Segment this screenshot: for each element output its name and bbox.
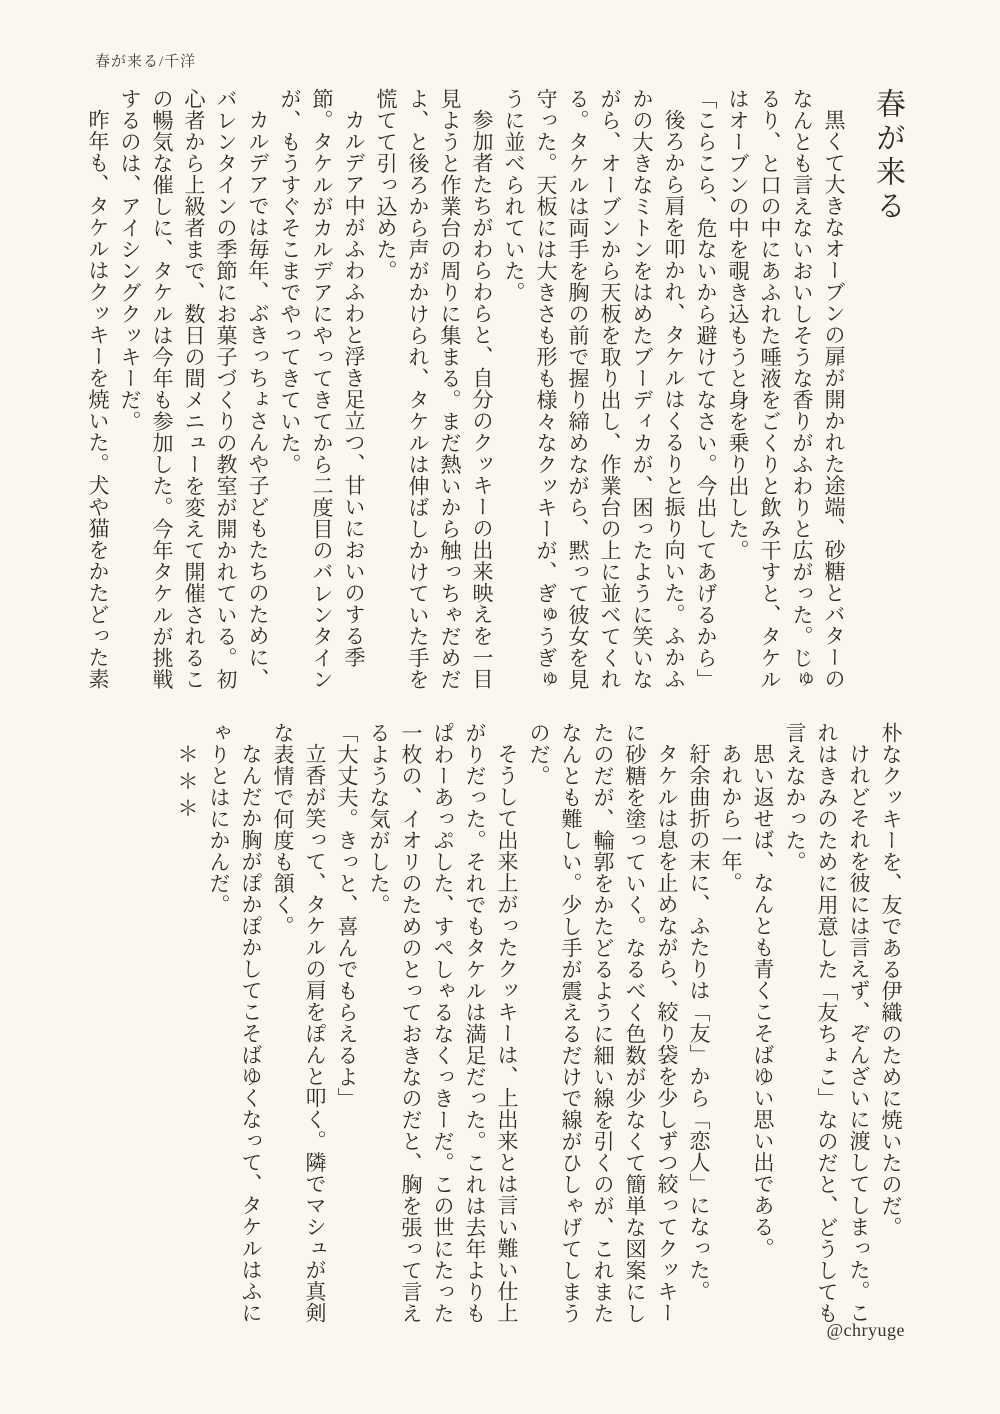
paragraph: カルデア中がふわふわと浮き足立つ、甘いにおいのする季節。タケルがカルデアにやってきてから二度目のバレンタインが、もうすぐそこまでやってきていた。 [278,88,366,690]
story-part-2 [171,722,907,1334]
paragraph: 朴なクッキーを、友である伊織のために焼いたのだ。 [879,722,903,1238]
paragraph: あれから一年。 [719,743,743,894]
section-separator: ＊＊＊ [175,743,199,824]
paragraph: 黒くて大きなオーブンの扉が開かれた途端、砂糖とバターのなんとも言えないおいしそうな香りがふわりと広がった。じゅるり、と口の中にあふれた唾液をごくりと飲み干すと、タケルはオーブンの中を覗き込もうと身を乗り出した。 [726,88,846,690]
paragraph: 後ろから肩を叩かれ、タケルはくるりと振り向いた。ふかふかの大きなミトンをはめたブーディカが、困ったように笑いながら、オーブンから天板を取り出し、作業台の上に並べてくれる。タケルは両手を胸の前で握り締めながら、黙って彼女を見守った。天板には大きさも形も様々なクッキーが、ぎゅうぎゅうに並べられていた。 [502,88,686,690]
paragraph-dialogue: 「こらこら、危ないから避けてなさい。今出してあげるから」 [694,88,718,690]
running-header: 春が来る/千洋 [95,54,197,70]
paragraph: 参加者たちがわらわらと、自分のクッキーの出来映えを一目見ようと作業台の周りに集まる。まだ熱いから触っちゃだめだよ、と後ろから声がかけられ、タケルは伸ばしかけていた手を慌てて引っ込めた。 [374,88,494,690]
paragraph: そうして出来上がったクッキーは、上出来とは言い難い仕上がりだった。それでもタケルは満足だった。これは去年よりもぱわーあっぷした、すぺしゃるなくっきーだ。この世にたった一枚の、イオリのためのとっておきなのだと、胸を張って言えるような気がした。 [367,722,519,1324]
story-title: 春が来る [871,88,904,224]
paragraph-dialogue: 「大丈夫。きっと、喜んでもらえるよ」 [335,722,359,1109]
paragraph: 思い返せば、なんとも青くこそばゆい思い出である。 [751,743,775,1259]
paragraph: カルデアでは毎年、ぶきっちょさんや子どもたちのために、バレンタインの季節にお菓子づくりの教室が開かれている。初心者から上級者まで、数日の間メニューを変えて開催されるこの暢気な催しに、タケルは今年も参加した。今年タケルが挑戦するのは、アイシングクッキーだ。 [118,88,270,690]
paragraph: なんだか胸がぽかぽかしてこそばゆくなって、タケルはふにゃりとはにかんだ。 [207,722,263,1324]
paragraph: けれどそれを彼には言えず、ぞんざいに渡してしまった。これはきみのために用意した「友ちょこ」なのだと、どうしても言えなかった。 [783,722,871,1324]
story-part-1 [82,88,910,700]
paragraph: 紆余曲折の末に、ふたりは「友」から「恋人」になった。 [687,743,711,1302]
author-handle: @chryuge [826,1320,905,1340]
paragraph: タケルは息を止めながら、絞り袋を少しずつ絞ってクッキーに砂糖を塗っていく。なるべく色数が少なくて簡単な図案にしたのだが、輪郭をかたどるように細い線を引くのが、これまたなんとも難しい。少し手が震えるだけで線がひしゃげてしまうのだ。 [527,722,679,1324]
paragraph: 立香が笑って、タケルの肩をぽんと叩く。隣でマシュが真剣な表情で何度も頷く。 [271,722,327,1324]
paragraph: 昨年も、タケルはクッキーを焼いた。犬や猫をかたどった素 [86,109,110,690]
